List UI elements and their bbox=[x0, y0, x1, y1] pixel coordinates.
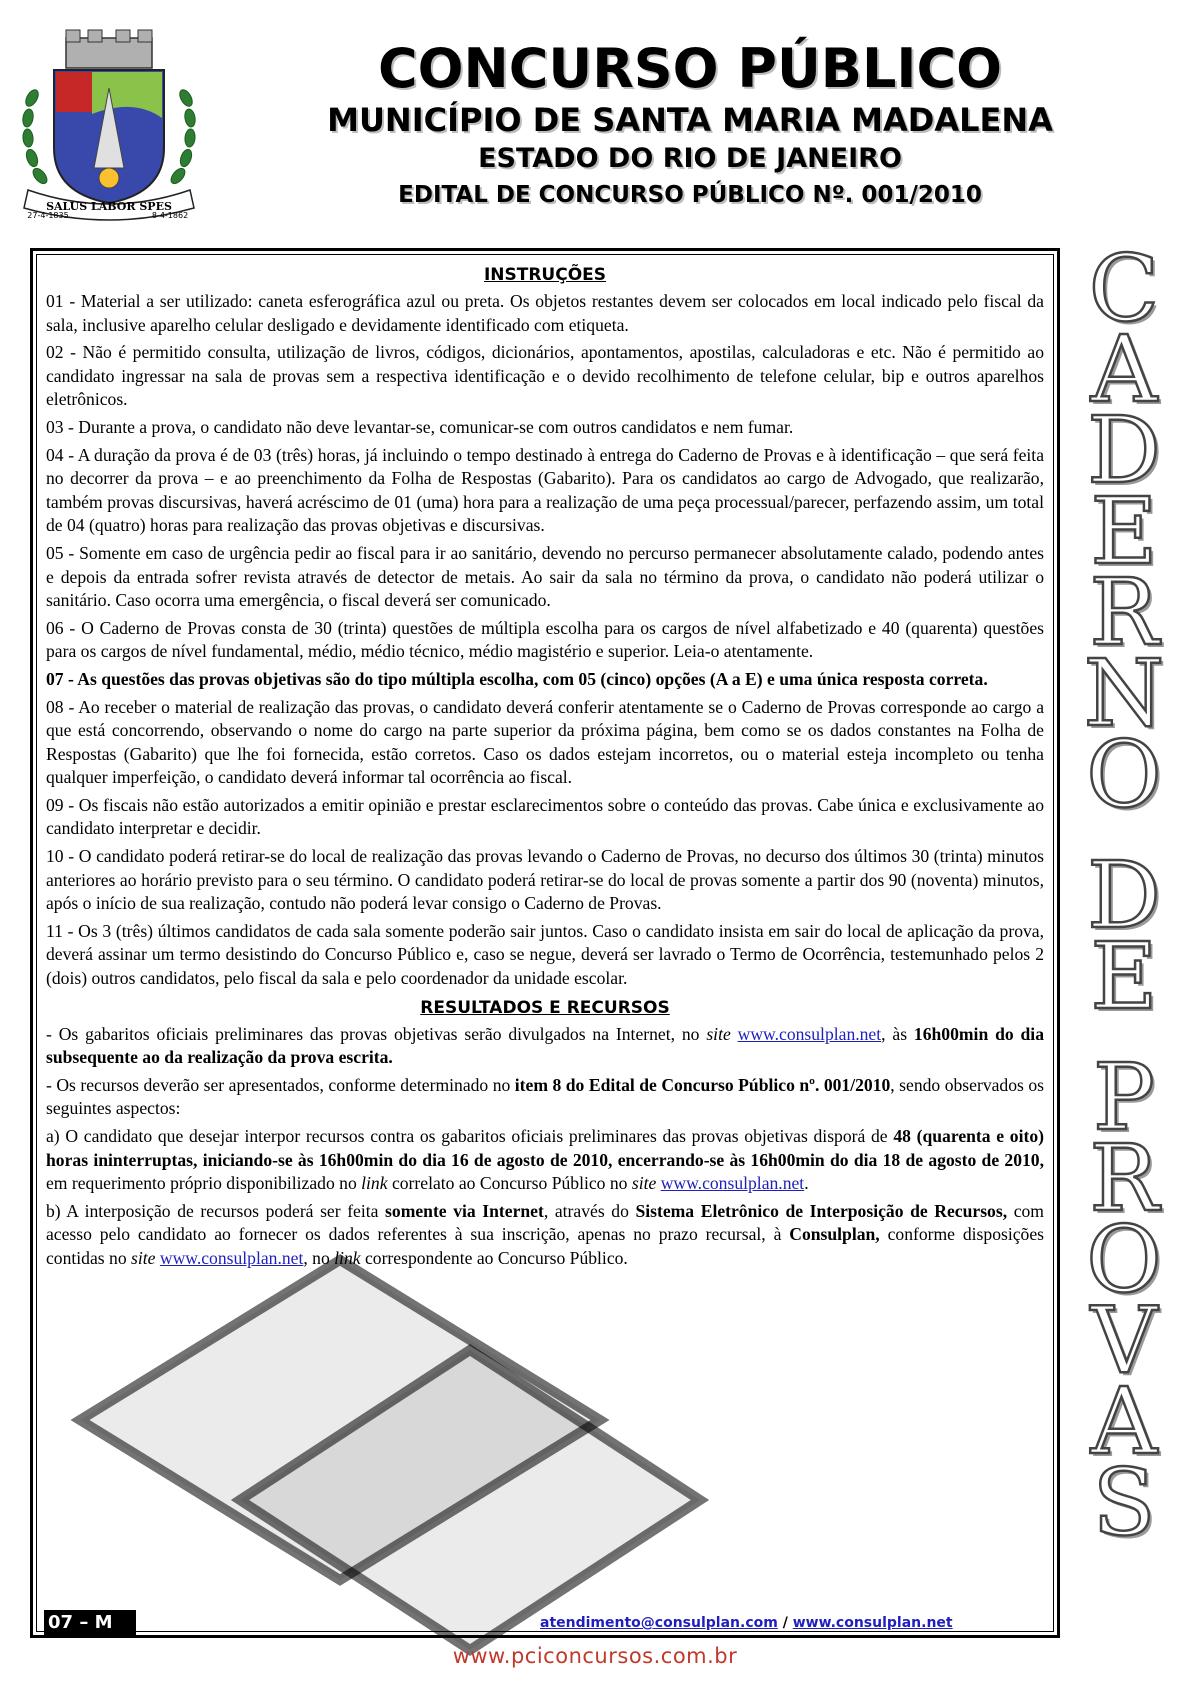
email-link[interactable]: atendimento@consulplan.com bbox=[540, 1615, 778, 1631]
crest-date-left: 27-4-1835 bbox=[27, 211, 69, 220]
instruction-04: 04 - A duração da prova é de 03 (três) horas, já incluindo o tempo destinado à entrega do Caderno de Provas e à identificação – que será feita no decorrer da prova – e ao preenchimento da Folha de Respostas (Gabarito). Para os candidatos ao cargo de Advogado, que realizarão, também provas discursivas, haverá acréscimo de 01 (uma) hora para a realização de uma peça processual/parecer, perfazendo assim, um total de 04 (quatro) horas para realização das provas objetivas e discursivas. bbox=[46, 444, 1044, 536]
vertical-title-letter: D bbox=[1087, 842, 1161, 949]
vertical-title bbox=[1064, 235, 1184, 1648]
instruction-06: 06 - O Caderno de Provas consta de 30 (trinta) questões de múltipla escolha para os cargos de nível alfabetizado e 40 (quarenta) questões para os cargos de nível fundamental, médio, médio técnico, médio magistério e superior. Leia-o atentamente. bbox=[46, 617, 1044, 662]
vertical-title-letter: C bbox=[1088, 235, 1160, 342]
vertical-title-letter: S bbox=[1092, 1449, 1156, 1556]
results-paragraph-2: - Os recursos deverão ser apresentados, conforme determinado no item 8 do Edital de Concurso Público nº. 001/2010, sendo observados os seguintes aspectos: bbox=[46, 1074, 1044, 1119]
results-paragraph-3: a) O candidato que desejar interpor recursos contra os gabaritos oficiais preliminares das provas objetivas disporá de 48 (quarenta e oito) horas ininterruptas, iniciando-se às 16h00min do dia 16 de agosto de 2010, encerrando-se às 16h00min do dia 18 de agosto de 2010, em requerimento próprio disponibilizado no link correlato ao Concurso Público no site www.consulplan.net. bbox=[46, 1126, 1045, 1194]
instruction-05: 05 - Somente em caso de urgência pedir ao fiscal para ir ao sanitário, devendo no percurso permanecer absolutamente calado, podendo antes e depois da entrada sofrer revista através de detector de metais. Ao sair da sala no término da prova, o candidato não poderá utilizar o sanitário. Caso ocorra uma emergência, o fiscal deverá ser comunicado. bbox=[46, 542, 1044, 611]
results-paragraph-4: b) A interposição de recursos poderá ser feita somente via Internet, através do Sistema Eletrônico de Interposição de Recursos, com acesso pelo candidato ao fornecer os dados referentes à sua inscrição, apenas no prazo recursal, à Consulplan, conforme disposições contidas no site www.consulplan.net, no link correspondente ao Concurso Público. bbox=[46, 1200, 1044, 1268]
instruction-09: 09 - Os fiscais não estão autorizados a emitir opinião e prestar esclarecimentos sobre o conteúdo das provas. Cabe única e exclusivamente ao candidato interpretar e decidir. bbox=[46, 794, 1044, 839]
vertical-title-letter: D bbox=[1087, 397, 1161, 504]
consulplan-link[interactable]: www.consulplan.net bbox=[737, 1023, 882, 1044]
vertical-title-letter: E bbox=[1090, 478, 1158, 585]
results-paragraph-1: - Os gabaritos oficiais preliminares das provas objetivas serão divulgados na Internet, no site www.consulplan.net, às 16h00min do dia subsequente ao da realização da prova escrita. bbox=[46, 1023, 1044, 1068]
title-block bbox=[230, 38, 1150, 212]
consulplan-link[interactable]: www.consulplan.net bbox=[159, 1247, 304, 1268]
vertical-title-letter: N bbox=[1083, 640, 1165, 747]
instructions-title: INSTRUÇÕES bbox=[483, 265, 607, 285]
crest-motto: SALUS LABOR SPES bbox=[46, 200, 172, 213]
vertical-title-letter: R bbox=[1089, 1125, 1159, 1232]
site-link[interactable]: www.consulplan.net bbox=[792, 1615, 953, 1631]
vertical-title-letter: E bbox=[1090, 923, 1158, 1030]
page-header bbox=[0, 0, 1190, 250]
vertical-title-letter: O bbox=[1086, 721, 1162, 828]
crest-date-right: 8-4-1862 bbox=[151, 211, 189, 220]
instruction-11: 11 - Os 3 (três) últimos candidatos de cada sala somente poderão sair juntos. Caso o candidato insista em sair do local de aplicação da prova, deverá assinar um termo desistindo do Concurso Público e, caso se negue, deverá ser lavrado o Termo de Ocorrência, testemunhado pelos 2 (dois) outros candidatos, pelo fiscal da sala e pelo coordenador da unidade escolar. bbox=[46, 920, 1044, 989]
edital-title: EDITAL DE CONCURSO PÚBLICO Nº. 001/2010 bbox=[398, 182, 982, 208]
vertical-title-letter: O bbox=[1086, 1206, 1162, 1313]
results-title: RESULTADOS E RECURSOS bbox=[420, 997, 670, 1018]
vertical-title-letter: R bbox=[1089, 559, 1159, 666]
page-title: CONCURSO PÚBLICO bbox=[377, 37, 1002, 100]
instruction-01: 01 - Material a ser utilizado: caneta esferográfica azul ou preta. Os objetos restantes devem ser colocados em local indicado pelo fiscal da sala, inclusive aparelho celular desligado e devidamente identificado com etiqueta. bbox=[46, 291, 1044, 335]
instruction-03: 03 - Durante a prova, o candidato não deve levantar-se, comunicar-se com outros candidatos e nem fumar. bbox=[46, 416, 794, 437]
municipality-title: MUNICÍPIO DE SANTA MARIA MADALENA bbox=[327, 101, 1053, 139]
vertical-title-letter: A bbox=[1090, 1368, 1158, 1475]
instruction-02: 02 - Não é permitido consulta, utilização de livros, códigos, dicionários, apontamentos, apostilas, calculadoras e etc. Não é permitido ao candidato ingressar na sala de provas sem a respectiva identificação e o devido recolhimento de telefone celular, bip e outros aparelhos eletrônicos. bbox=[46, 342, 1044, 410]
vertical-title-letter: V bbox=[1090, 1287, 1158, 1394]
instruction-07: 07 - As questões das provas objetivas são do tipo múltipla escolha, com 05 (cinco) opções (A a E) e uma única resposta correta. bbox=[46, 668, 988, 689]
consulplan-link[interactable]: www.consulplan.net bbox=[660, 1173, 805, 1194]
instructions-content bbox=[46, 262, 1044, 1275]
municipal-crest-icon bbox=[14, 18, 204, 228]
vertical-title-letter: P bbox=[1093, 1044, 1155, 1151]
instruction-10: 10 - O candidato poderá retirar-se do local de realização das provas levando o Caderno de Provas, no decurso dos últimos 30 (trinta) minutos anteriores ao horário previsto para o seu término. O candidato poderá retirar-se do local de provas somente a partir dos 90 (noventa) minutos, após o início de sua realização, contudo não poderá levar consigo o Caderno de Provas. bbox=[46, 846, 1044, 914]
state-title: ESTADO DO RIO DE JANEIRO bbox=[478, 143, 902, 174]
pciconcursos-watermark: www.pciconcursos.com.br bbox=[452, 1644, 738, 1668]
vertical-title-letter: A bbox=[1090, 316, 1158, 423]
footer-contact: atendimento@consulplan.com / www.consulplan.net bbox=[540, 1615, 953, 1631]
instruction-08: 08 - Ao receber o material de realização das provas, o candidato deverá conferir atentamente se o Caderno de Provas corresponde ao cargo a que está concorrendo, observando o nome do cargo na parte superior da próxima página, bem como se os dados constantes na Folha de Respostas (Gabarito) que lhe foi fornecida, estão corretos. Caso os dados estejam incorretos, ou o material esteja incompleto ou tenha qualquer imperfeição, o candidato deverá informar tal ocorrência ao fiscal. bbox=[46, 696, 1044, 788]
test-code-badge: 07 – M bbox=[44, 1610, 136, 1636]
